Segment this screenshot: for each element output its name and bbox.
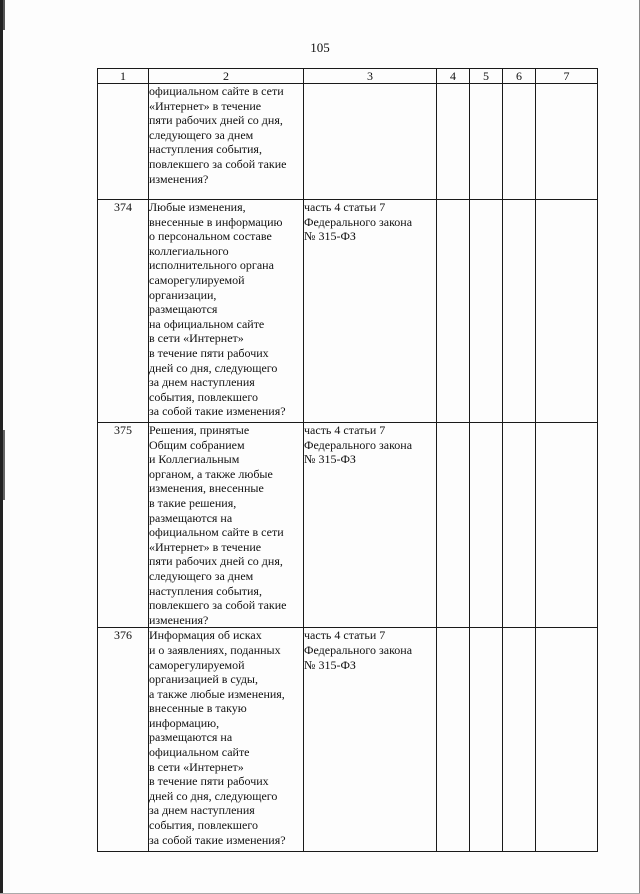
legal-basis: часть 4 статьи 7 Федерального закона № 315-ФЗ (304, 423, 437, 628)
requirement-text: Информация об исках и о заявлениях, поданных саморегулируемой организацией в суды, а также любые изменения, внесенные в такую информацию, размещаются на официальном сайте в сети «Интернет» в течение пяти рабочих дней со дня, следующего за днем наступления события, повлекшего за собой такие изменения? (149, 628, 304, 852)
column-header-6: 6 (503, 69, 536, 84)
scan-mark-top (3, 0, 5, 30)
column-header-3: 3 (304, 69, 437, 84)
row-number (98, 84, 149, 200)
answer-cell-4 (437, 628, 470, 852)
answer-cell-4 (437, 84, 470, 200)
row-number: 376 (98, 628, 149, 852)
table-row (98, 423, 598, 628)
requirement-text: Любые изменения, внесенные в информацию о персональном составе коллегиального исполнительного органа саморегулируемой организации, размещаются на официальном сайте в сети «Интернет» в течение пяти рабочих дней со дня, следующего за днем наступления события, повлекшего за собой такие изменения? (149, 200, 304, 423)
answer-cell-5 (470, 200, 503, 423)
page-number: 105 (310, 40, 330, 55)
column-number-row (98, 69, 598, 84)
column-header-7: 7 (536, 69, 598, 84)
checklist-table (97, 68, 598, 852)
column-header-2: 2 (149, 69, 304, 84)
column-header-1: 1 (98, 69, 149, 84)
requirement-text: Решения, принятые Общим собранием и Коллегиальным органом, а также любые изменения, внесенные в такие решения, размещаются на официальном сайте в сети «Интернет» в течение пяти рабочих дней со дня, следующего за днем наступления события, повлекшего за собой такие изменения? (149, 423, 304, 628)
answer-cell-6 (503, 423, 536, 628)
row-number: 374 (98, 200, 149, 423)
table-row (98, 628, 598, 852)
legal-basis: часть 4 статьи 7 Федерального закона № 315-ФЗ (304, 628, 437, 852)
answer-cell-7 (536, 200, 598, 423)
table-row (98, 84, 598, 200)
answer-cell-5 (470, 84, 503, 200)
scan-mark-middle (3, 430, 5, 500)
answer-cell-7 (536, 628, 598, 852)
requirement-text: официальном сайте в сети «Интернет» в течение пяти рабочих дней со дня, следующего за днем наступления события, повлекшего за собой такие изменения? (149, 84, 304, 200)
answer-cell-4 (437, 423, 470, 628)
answer-cell-6 (503, 84, 536, 200)
table-row (98, 200, 598, 423)
row-number: 375 (98, 423, 149, 628)
answer-cell-7 (536, 84, 598, 200)
legal-basis (304, 84, 437, 200)
column-header-5: 5 (470, 69, 503, 84)
answer-cell-6 (503, 628, 536, 852)
answer-cell-4 (437, 200, 470, 423)
legal-basis: часть 4 статьи 7 Федерального закона № 315-ФЗ (304, 200, 437, 423)
answer-cell-5 (470, 423, 503, 628)
answer-cell-6 (503, 200, 536, 423)
answer-cell-7 (536, 423, 598, 628)
column-header-4: 4 (437, 69, 470, 84)
answer-cell-5 (470, 628, 503, 852)
